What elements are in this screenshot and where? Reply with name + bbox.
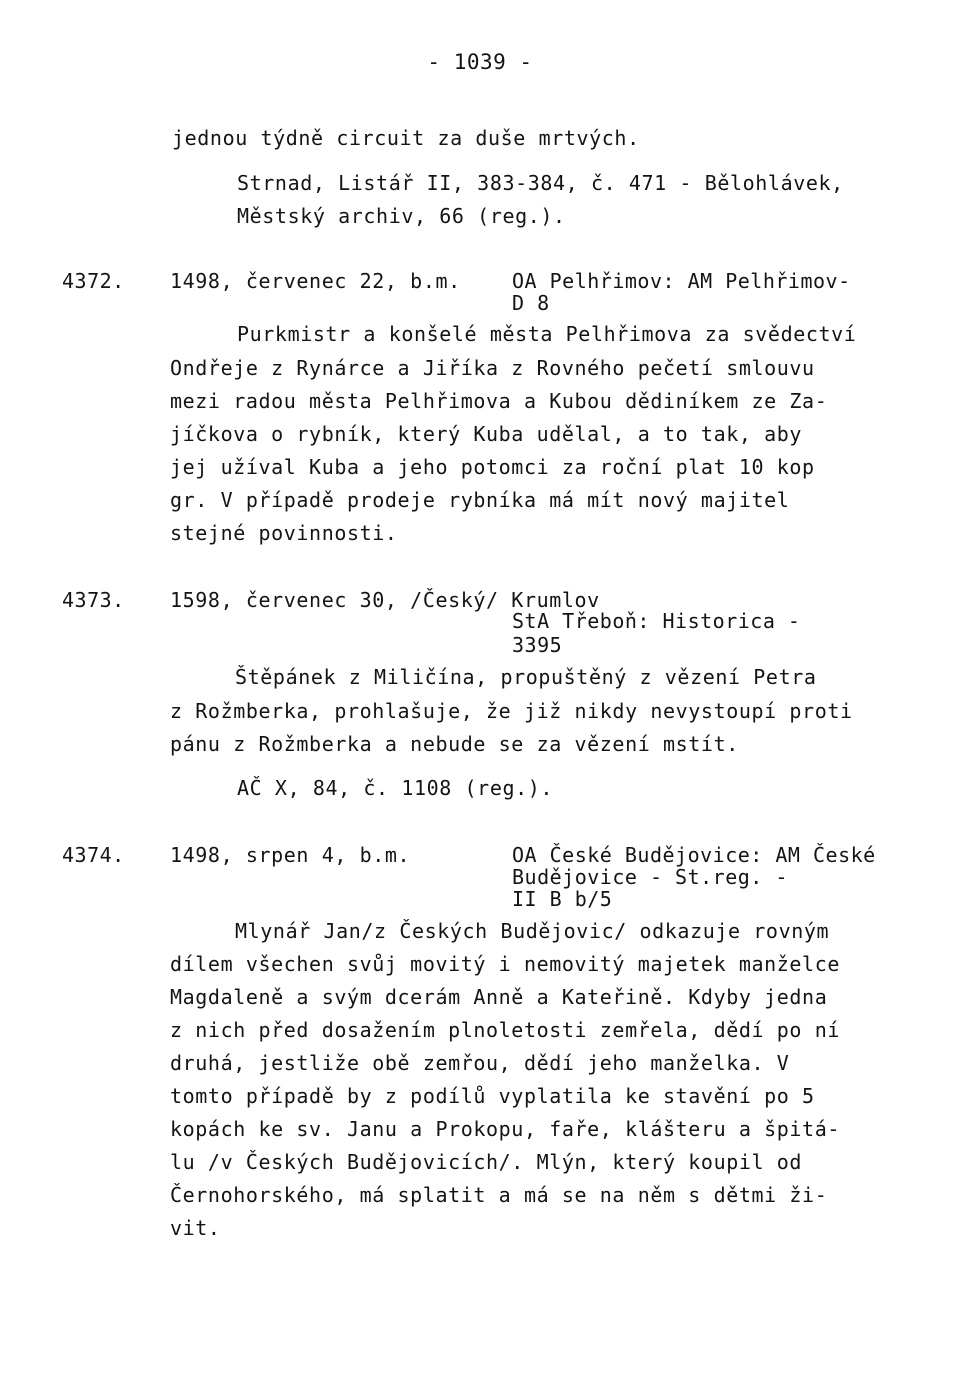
entry-text-line: Magdaleně a svým dcerám Anně a Kateřině. Kdyby jedna — [170, 985, 828, 1009]
entry-archive-line: OA Pelhřimov: AM Pelhřimov- — [512, 269, 851, 293]
entry-text-line: vit. — [170, 1216, 221, 1240]
entry-text-line: mezi radou města Pelhřimova a Kubou dědiníkem ze Za- — [170, 389, 828, 413]
entry-text-line: jej užíval Kuba a jeho potomci za roční plat 10 kop — [170, 455, 815, 479]
entry-text-line: dílem všechen svůj movitý i nemovitý majetek manželce — [170, 952, 840, 976]
entry-date-place: 1498, červenec 22, b.m. — [170, 269, 461, 293]
continuation-citation-line: Městský archiv, 66 (reg.). — [237, 204, 566, 228]
entry-text-line: stejné povinnosti. — [170, 521, 398, 545]
entry-text-line: pánu z Rožmberka a nebude se za vězení mstít. — [170, 732, 739, 756]
entry-archive-line: D 8 — [512, 291, 550, 315]
entry-archive-line: OA České Budějovice: AM České — [512, 843, 876, 867]
entry-number: 4374. — [62, 843, 125, 867]
page-number: - 1039 - — [427, 50, 533, 74]
entry-text-line: Purkmistr a konšelé města Pelhřimova za svědectví — [237, 322, 857, 346]
entry-archive-line: StA Třeboň: Historica - — [512, 609, 801, 633]
entry-text-line: Štěpánek z Miličína, propuštěný z vězení Petra — [235, 665, 817, 689]
entry-date-place: 1498, srpen 4, b.m. — [170, 843, 411, 867]
entry-text-line: gr. V případě prodeje rybníka má mít nový majitel — [170, 488, 790, 512]
continuation-citation-line: Strnad, Listář II, 383-384, č. 471 - Bělohlávek, — [237, 171, 844, 195]
entry-number: 4373. — [62, 588, 125, 612]
entry-text-line: lu /v Českých Budějovicích/. Mlýn, který koupil od — [170, 1150, 803, 1174]
entry-archive-line: Budějovice - St.reg. - — [512, 865, 788, 889]
entry-citation-line: AČ X, 84, č. 1108 (reg.). — [237, 776, 554, 800]
entry-text-line: druhá, jestliže obě zemřou, dědí jeho manželka. V — [170, 1051, 790, 1075]
entry-text-line: z nich před dosažením plnoletosti zemřela, dědí po ní — [170, 1018, 840, 1042]
entry-text-line: jíčkova o rybník, který Kuba udělal, a to tak, aby — [170, 422, 803, 446]
entry-text-line: z Rožmberka, prohlašuje, že již nikdy nevystoupí proti — [170, 699, 853, 723]
entry-archive-line: 3395 — [512, 633, 563, 657]
continuation-text-line: jednou týdně circuit za duše mrtvých. — [172, 126, 640, 150]
entry-archive-line: II B b/5 — [512, 887, 613, 911]
entry-text-line: kopách ke sv. Janu a Prokopu, faře, klášteru a špitá- — [170, 1117, 840, 1141]
entry-text-line: Ondřeje z Rynárce a Jiříka z Rovného pečetí smlouvu — [170, 356, 815, 380]
entry-date-place: 1598, červenec 30, /Český/ Krumlov — [170, 588, 600, 612]
entry-text-line: Černohorského, má splatit a má se na něm s dětmi ži- — [170, 1183, 828, 1207]
entry-number: 4372. — [62, 269, 125, 293]
entry-text-line: tomto případě by z podílů vyplatila ke stavění po 5 — [170, 1084, 815, 1108]
entry-text-line: Mlynář Jan/z Českých Budějovic/ odkazuje rovným — [235, 919, 830, 943]
